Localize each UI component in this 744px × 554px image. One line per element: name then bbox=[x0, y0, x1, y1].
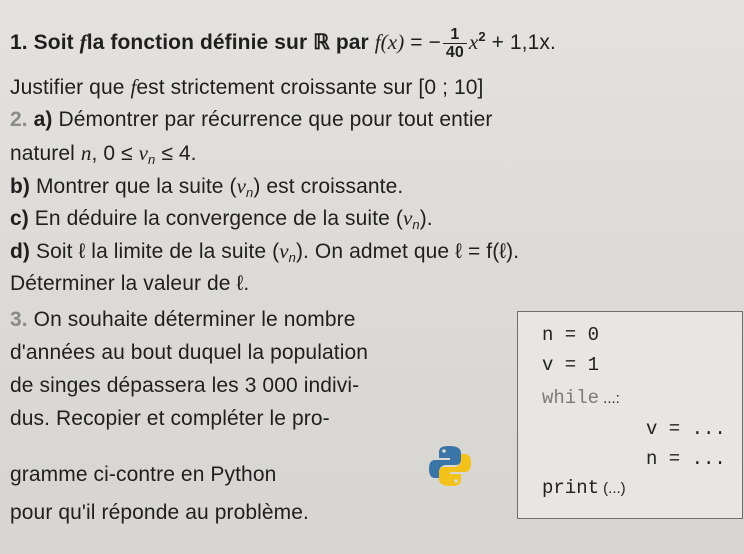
q1-text-a: Soit bbox=[33, 31, 80, 54]
q2-b-line bbox=[10, 173, 403, 206]
q2-a-line2-b: , 0 ≤ bbox=[91, 142, 139, 165]
q2-d-v: v bbox=[279, 239, 289, 263]
code-print-keyword: print bbox=[542, 477, 600, 499]
q1-number: 1. bbox=[10, 31, 28, 54]
q2-c-text-b: ). bbox=[419, 207, 433, 230]
q2-a-line2 bbox=[10, 140, 197, 173]
q2-c-label: c) bbox=[10, 207, 29, 230]
q1-line2-a: Justifier que bbox=[10, 76, 131, 99]
q2-d-line2-text: Déterminer la valeur de ℓ. bbox=[10, 272, 250, 295]
code-line-2: v = 1 bbox=[542, 354, 600, 376]
q3-line6: pour qu'il réponde au problème. bbox=[10, 501, 309, 524]
q2-c-line bbox=[10, 205, 433, 238]
q2-a-line2-a: naturel bbox=[10, 142, 81, 165]
code-while-keyword: while bbox=[542, 387, 600, 409]
q2-a-vsub: n bbox=[148, 152, 156, 167]
q1-tail: + 1,1x. bbox=[485, 31, 556, 54]
q1-text-b: la fonction définie sur ℝ par bbox=[86, 31, 375, 54]
q2-c-v: v bbox=[402, 206, 413, 230]
q1-line2 bbox=[10, 74, 483, 101]
code-line-4: v = ... bbox=[646, 418, 726, 440]
q3-line1-text: On souhaite déterminer le nombre bbox=[27, 308, 356, 331]
q1-fraction bbox=[443, 26, 467, 61]
q2-a-label: a) bbox=[33, 108, 53, 131]
q2-a-line1 bbox=[10, 107, 493, 133]
q1-fx: f(x) bbox=[374, 30, 405, 54]
q2-b-text-a: Montrer que la suite ( bbox=[30, 175, 237, 198]
q2-b-v: v bbox=[236, 174, 247, 198]
q3-line4: dus. Recopier et compléter le pro- bbox=[10, 407, 330, 430]
q2-b-label: b) bbox=[10, 175, 31, 198]
q1-frac-den: 40 bbox=[445, 43, 464, 61]
code-print-args: (...) bbox=[599, 480, 626, 497]
q2-d-text-a: Soit ℓ la limite de la suite ( bbox=[30, 240, 280, 263]
q2-a-v: v bbox=[138, 141, 149, 165]
q1-x: x bbox=[468, 30, 479, 54]
q1-line1 bbox=[10, 24, 556, 61]
q2-a-n: n bbox=[80, 141, 92, 165]
q1-frac-num: 1 bbox=[443, 26, 467, 44]
q2-c-text-a: En déduire la convergence de la suite ( bbox=[28, 207, 403, 230]
q2-b-vsub: n bbox=[246, 185, 254, 200]
q2-d-text-b: ). On admet que ℓ = f(ℓ). bbox=[295, 240, 520, 263]
q3-line3: de singes dépassera les 3 000 indivi- bbox=[10, 374, 360, 397]
q3-number: 3. bbox=[10, 308, 28, 331]
q2-a-line2-c: ≤ 4. bbox=[155, 142, 197, 165]
python-code-box bbox=[517, 311, 743, 519]
q2-b-text-b: ) est croissante. bbox=[253, 175, 404, 198]
q2-d-vsub: n bbox=[288, 250, 296, 265]
q3-line5: gramme ci-contre en Python bbox=[10, 463, 277, 486]
q2-d-line1 bbox=[10, 238, 519, 271]
q1-f: f bbox=[79, 30, 87, 54]
q1-exp: 2 bbox=[478, 29, 486, 44]
q1-line2-b: est strictement croissante sur [0 ; 10] bbox=[136, 76, 484, 99]
q2-d-line2 bbox=[10, 271, 249, 297]
q2-a-text: Démontrer par récurrence que pour tout entier bbox=[52, 108, 493, 131]
q1-line2-f: f bbox=[130, 75, 137, 99]
code-line-3 bbox=[542, 387, 620, 409]
code-while-condition: ...: bbox=[599, 390, 620, 407]
q3-line2: d'années au bout duquel la population bbox=[10, 341, 369, 364]
code-line-6 bbox=[542, 477, 626, 499]
q3-line1 bbox=[10, 307, 356, 333]
q2-c-vsub: n bbox=[412, 217, 420, 232]
q2-d-label: d) bbox=[10, 240, 31, 263]
python-logo-icon bbox=[428, 444, 472, 488]
code-line-1: n = 0 bbox=[542, 324, 600, 346]
q1-eq: = − bbox=[404, 31, 441, 54]
q2-number: 2. bbox=[10, 108, 28, 131]
code-line-5: n = ... bbox=[646, 448, 726, 470]
